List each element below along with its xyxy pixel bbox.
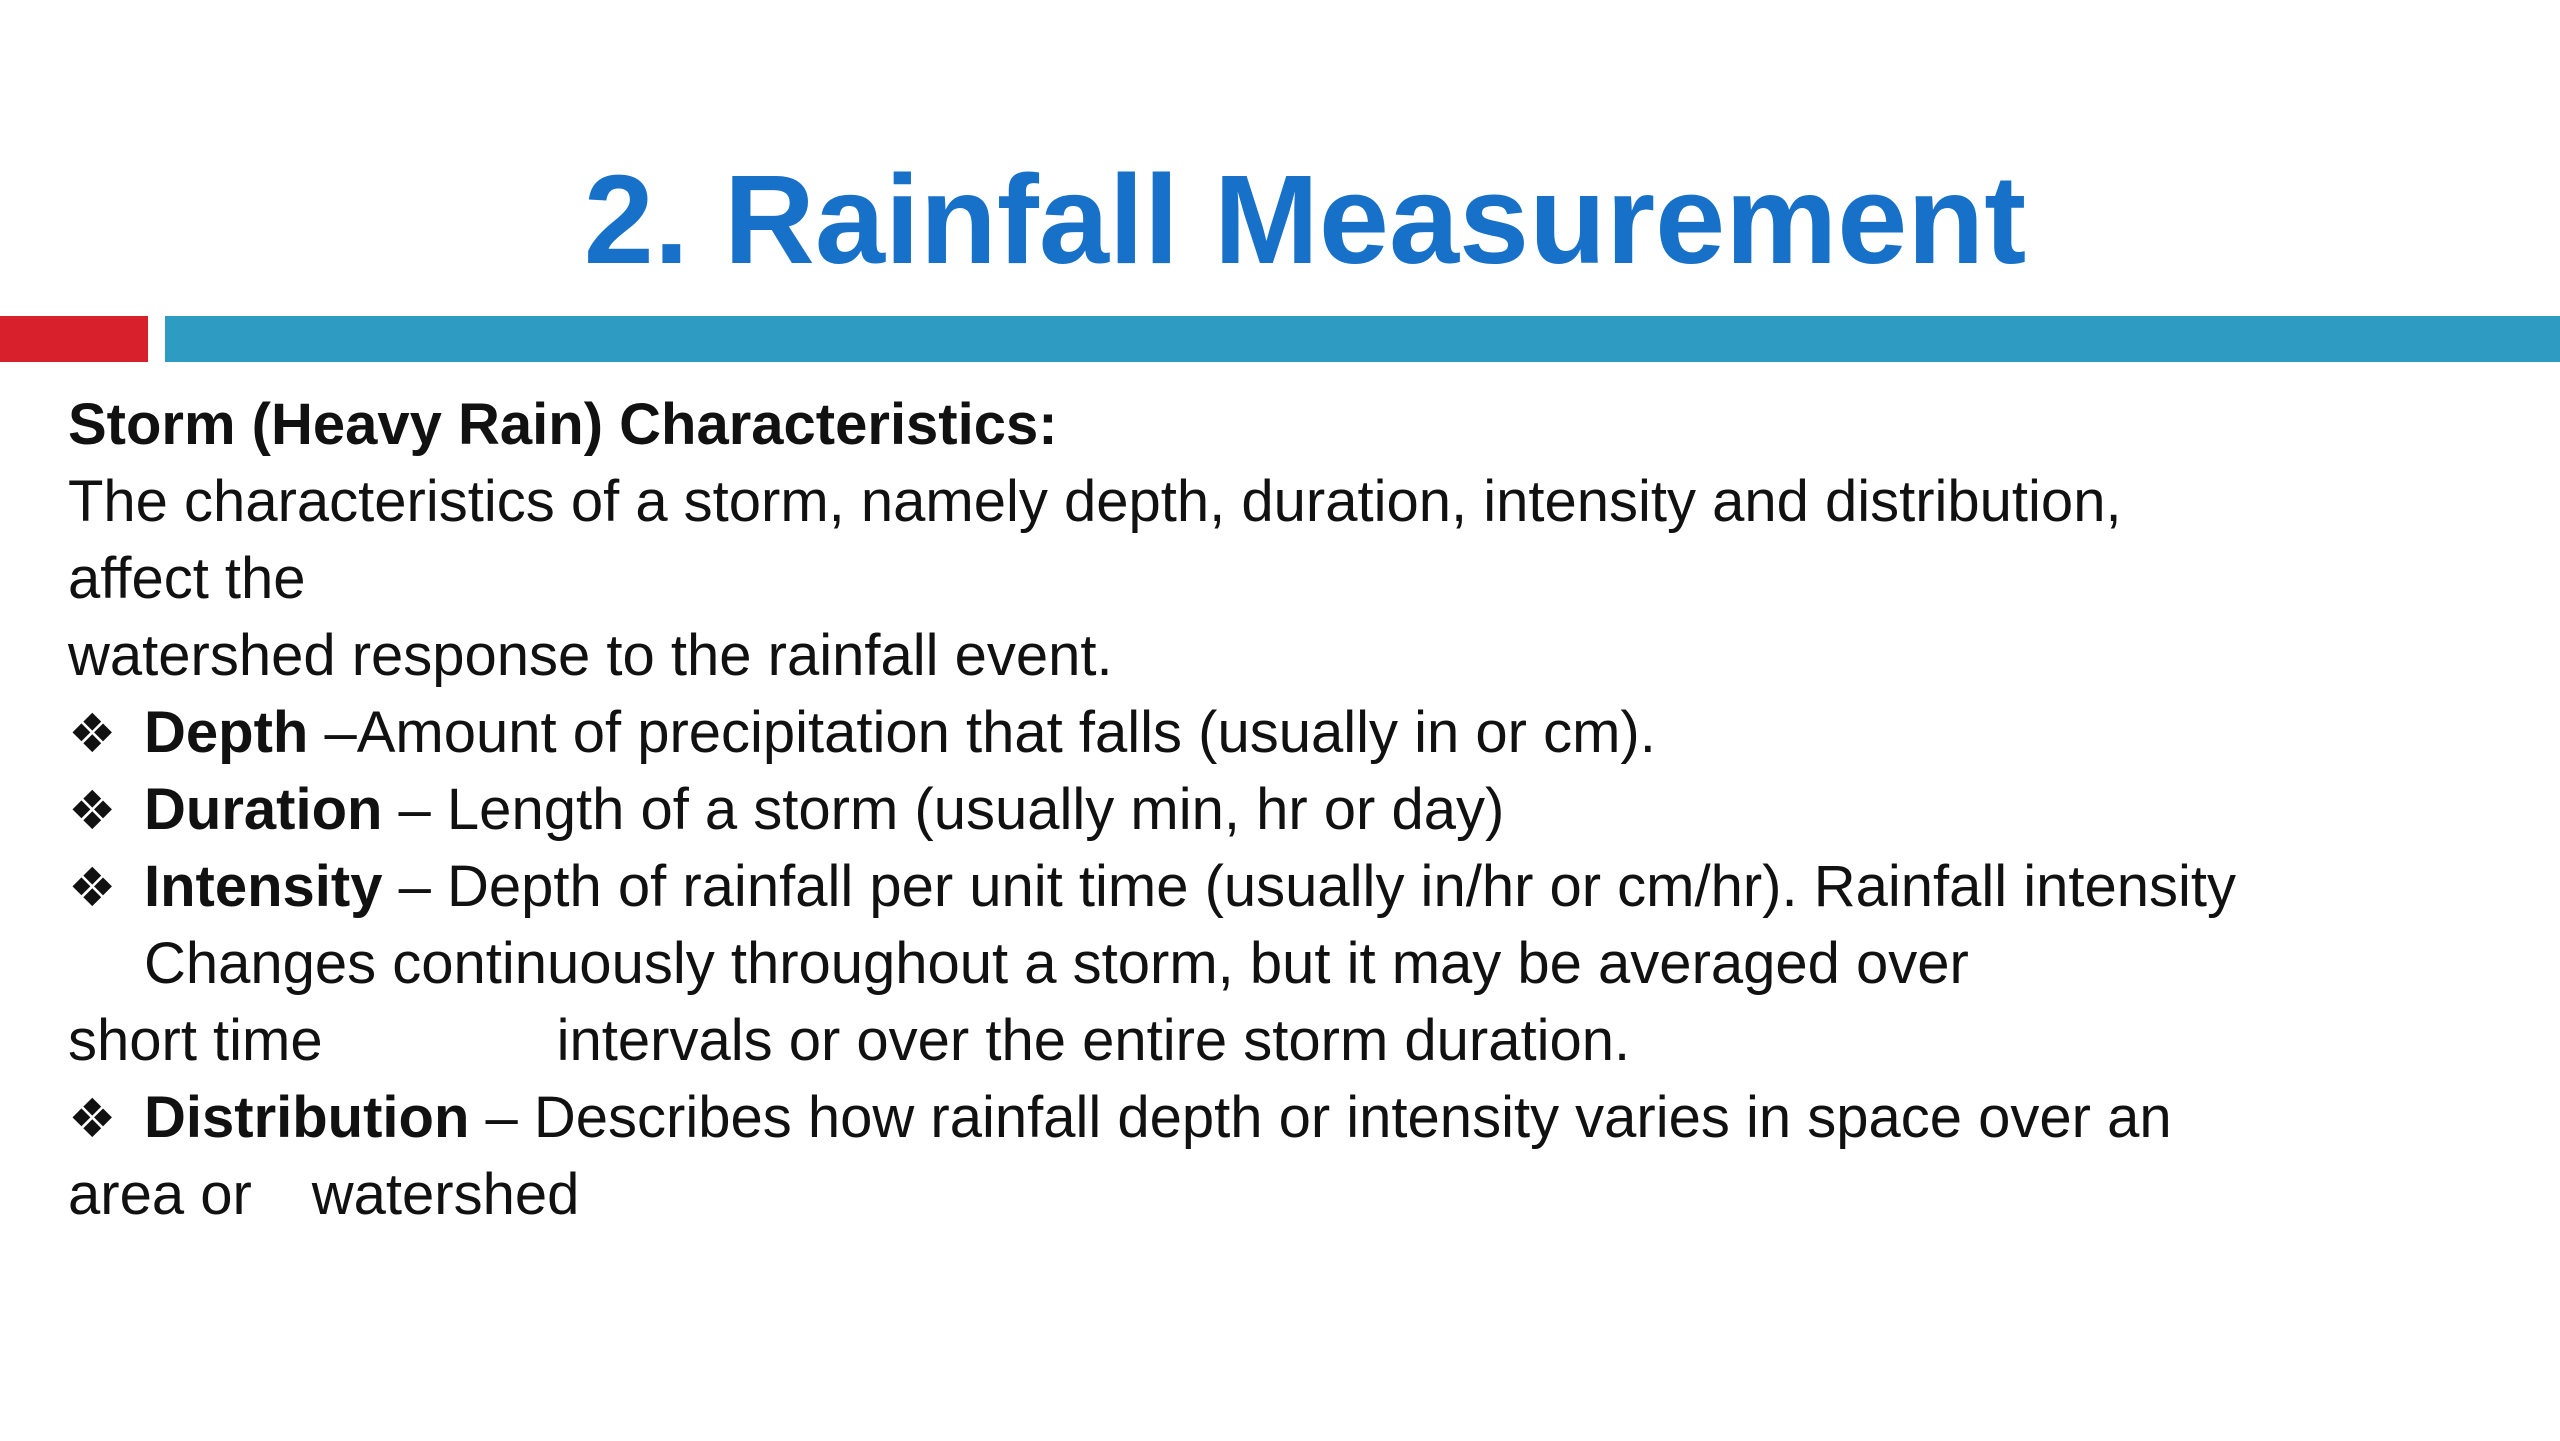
term-depth: Depth [144, 700, 309, 765]
separator: – [382, 854, 431, 919]
bullet-text: Amount of precipitation that falls (usually in or cm). [356, 700, 1656, 765]
separator: – [382, 777, 431, 842]
term-duration: Duration [144, 777, 383, 842]
separator: – [469, 1085, 518, 1150]
separator: – [308, 700, 357, 765]
slide-title: 2. Rainfall Measurement [583, 149, 2027, 290]
slide-body [68, 386, 2528, 1233]
bullet-text: Depth of rainfall per unit time (usually in/hr or cm/hr). Rainfall intensity [430, 854, 2237, 919]
bullet-distribution-continued [68, 1156, 2528, 1233]
intro-line-3: watershed response to the rainfall event. [68, 623, 1113, 688]
bullet-text: area or [68, 1162, 252, 1227]
intro-line-2: affect the [68, 546, 306, 611]
four-diamond-bullet-icon: ❖ [68, 1089, 117, 1149]
bullet-intensity-continued-2 [68, 1002, 2528, 1079]
four-diamond-bullet-icon: ❖ [68, 781, 117, 841]
term-distribution: Distribution [144, 1085, 470, 1150]
four-diamond-bullet-icon: ❖ [68, 858, 117, 918]
bullet-duration [68, 771, 2528, 848]
bullet-distribution [68, 1079, 2528, 1156]
bullet-text: Changes continuously throughout a storm, but it may be averaged over [144, 931, 1969, 996]
bullet-text: watershed [311, 1162, 580, 1227]
accent-bar-red [0, 316, 148, 362]
bullet-text: intervals or over the entire storm duration. [556, 1008, 1631, 1073]
bullet-text: Describes how rainfall depth or intensity varies in space over an [517, 1085, 2172, 1150]
four-diamond-bullet-icon: ❖ [68, 704, 117, 764]
bullet-text: Length of a storm (usually min, hr or day) [430, 777, 1505, 842]
bullet-intensity-continued-1 [68, 925, 2528, 1002]
accent-bar-blue [165, 316, 2560, 362]
bullet-text: short time [68, 1008, 323, 1073]
bullet-depth [68, 694, 2528, 771]
section-heading: Storm (Heavy Rain) Characteristics: [68, 392, 1058, 457]
bullet-intensity [68, 848, 2528, 925]
intro-line-1: The characteristics of a storm, namely depth, duration, intensity and distribution, [68, 469, 2122, 534]
term-intensity: Intensity [144, 854, 383, 919]
